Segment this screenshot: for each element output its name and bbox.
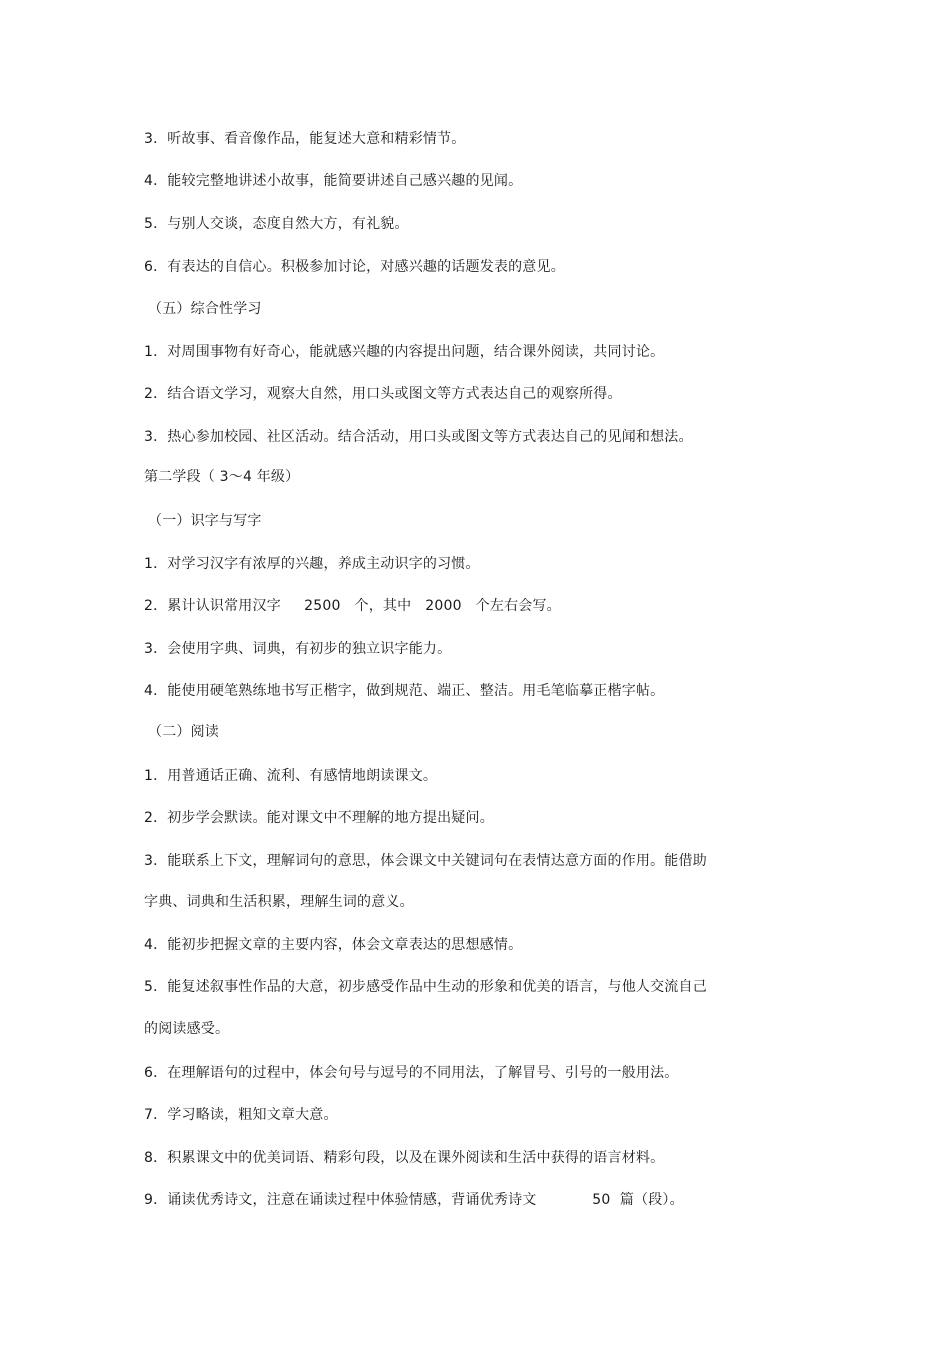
text-line: 7．学习略读，粗知文章大意。 [144, 1107, 338, 1123]
text-line: 4．能较完整地讲述小故事，能简要讲述自己感兴趣的见闻。 [144, 173, 523, 189]
section-heading: （二）阅读 [148, 724, 219, 740]
text-line: 1．用普通话正确、流利、有感情地朗读课文。 [144, 768, 438, 784]
text-line: 1．对周围事物有好奇心，能就感兴趣的内容提出问题，结合课外阅读，共同讨论。 [144, 344, 665, 360]
text-line: 2．累计认识常用汉字 2500 个，其中 2000 个左右会写。 [144, 598, 561, 614]
text-line: 2．结合语文学习，观察大自然，用口头或图文等方式表达自己的观察所得。 [144, 386, 622, 402]
text-line: 2．初步学会默读。能对课文中不理解的地方提出疑问。 [144, 810, 494, 826]
text-line: 1．对学习汉字有浓厚的兴趣，养成主动识字的习惯。 [144, 556, 480, 572]
stage-heading: 第二学段（ 3～4 年级） [144, 469, 300, 485]
section-heading: （五）综合性学习 [148, 301, 262, 317]
text-line: 的阅读感受。 [144, 1021, 230, 1037]
text-line: 字典、词典和生活积累，理解生词的意义。 [144, 894, 414, 910]
text-line: 3．听故事、看音像作品，能复述大意和精彩情节。 [144, 131, 466, 147]
text-line: 8．积累课文中的优美词语、精彩句段，以及在课外阅读和生活中获得的语言材料。 [144, 1150, 665, 1166]
text-line: 3．会使用字典、词典，有初步的独立识字能力。 [144, 641, 452, 657]
text-line: 4．能使用硬笔熟练地书写正楷字，做到规范、端正、整洁。用毛笔临摹正楷字帖。 [144, 683, 665, 699]
text-line: 3．能联系上下文，理解词句的意思，体会课文中关键词句在表情达意方面的作用。能借助 [144, 853, 707, 869]
text-line: 9．诵读优秀诗文，注意在诵读过程中体验情感，背诵优秀诗文 50 篇（段）。 [144, 1192, 684, 1208]
text-line: 6．有表达的自信心。积极参加讨论，对感兴趣的话题发表的意见。 [144, 259, 565, 275]
section-heading: （一）识字与写字 [148, 513, 262, 529]
text-line: 5．能复述叙事性作品的大意，初步感受作品中生动的形象和优美的语言，与他人交流自己 [144, 979, 707, 995]
text-line: 6．在理解语句的过程中，体会句号与逗号的不同用法，了解冒号、引号的一般用法。 [144, 1065, 679, 1081]
text-line: 5．与别人交谈，态度自然大方，有礼貌。 [144, 216, 409, 232]
text-line: 3．热心参加校园、社区活动。结合活动，用口头或图文等方式表达自己的见闻和想法。 [144, 429, 693, 445]
text-line: 4．能初步把握文章的主要内容，体会文章表达的思想感情。 [144, 937, 523, 953]
